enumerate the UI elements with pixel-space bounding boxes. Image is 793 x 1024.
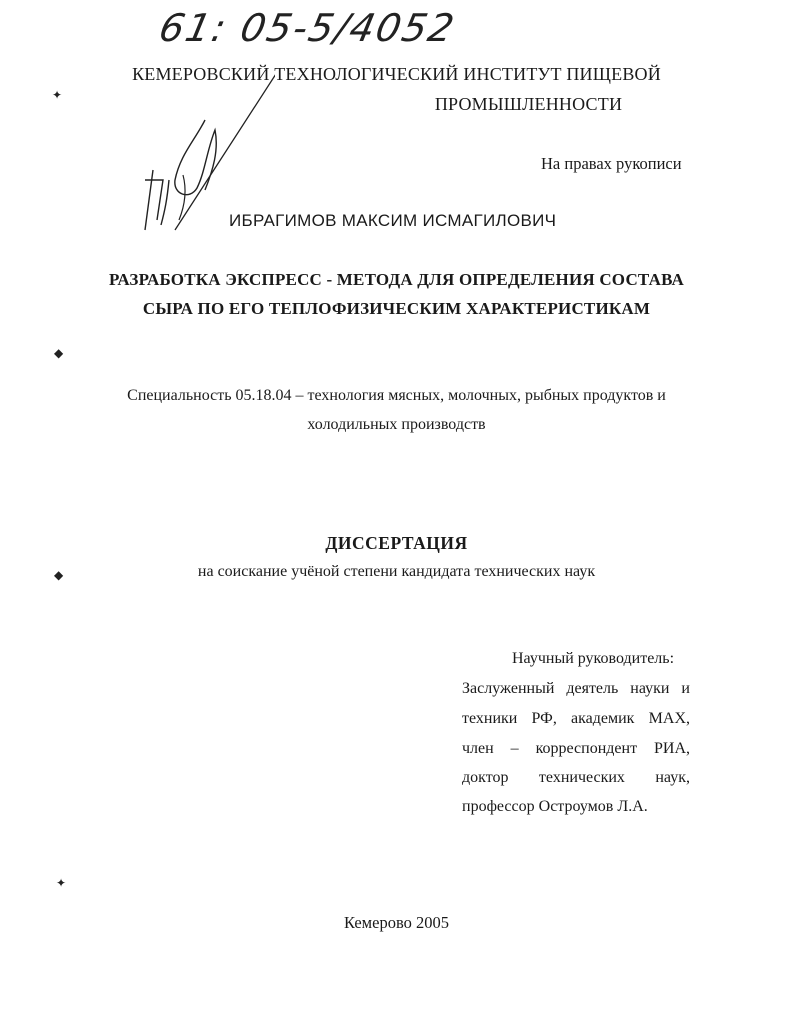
rights-note: На правах рукописи bbox=[541, 154, 682, 173]
advisor-line: член – корреспондент РИА, bbox=[462, 740, 690, 757]
city-year: Кемерово 2005 bbox=[343, 913, 450, 932]
institute-name-line2: ПРОМЫШЛЕННОСТИ bbox=[434, 94, 623, 114]
archive-code-handwritten: 61: 05-5/4052 bbox=[155, 6, 460, 50]
dissertation-title-line1: РАЗРАБОТКА ЭКСПРЕСС - МЕТОДА ДЛЯ ОПРЕДЕЛЕНИЯ СОСТАВА bbox=[108, 270, 685, 289]
specialty-line2: холодильных производств bbox=[307, 416, 486, 433]
author-name: ИБРАГИМОВ МАКСИМ ИСМАГИЛОВИЧ bbox=[229, 211, 557, 230]
scan-mark-icon: ✦ bbox=[56, 876, 67, 890]
document-type: ДИССЕРТАЦИЯ bbox=[325, 533, 468, 553]
advisor-line: Заслуженный деятель науки и bbox=[462, 680, 690, 697]
advisor-line: профессор Остроумов Л.А. bbox=[462, 798, 648, 815]
advisor-heading: Научный руководитель: bbox=[512, 650, 675, 667]
advisor-line: доктор технических наук, bbox=[462, 769, 690, 786]
scan-mark-icon: ✦ bbox=[52, 88, 63, 102]
advisor-line: техники РФ, академик МАХ, bbox=[462, 710, 690, 727]
specialty-line1: Специальность 05.18.04 – технология мясных, молочных, рыбных продуктов и bbox=[127, 387, 666, 404]
degree-line: на соискание учёной степени кандидата технических наук bbox=[197, 563, 596, 580]
scan-mark-icon: ◆ bbox=[54, 568, 64, 582]
dissertation-title-line2: СЫРА ПО ЕГО ТЕПЛОФИЗИЧЕСКИМ ХАРАКТЕРИСТИКАМ bbox=[142, 299, 651, 318]
scan-mark-icon: ◆ bbox=[54, 346, 64, 360]
institute-name-line1: КЕМЕРОВСКИЙ ТЕХНОЛОГИЧЕСКИЙ ИНСТИТУТ ПИЩЕВОЙ bbox=[132, 64, 661, 84]
